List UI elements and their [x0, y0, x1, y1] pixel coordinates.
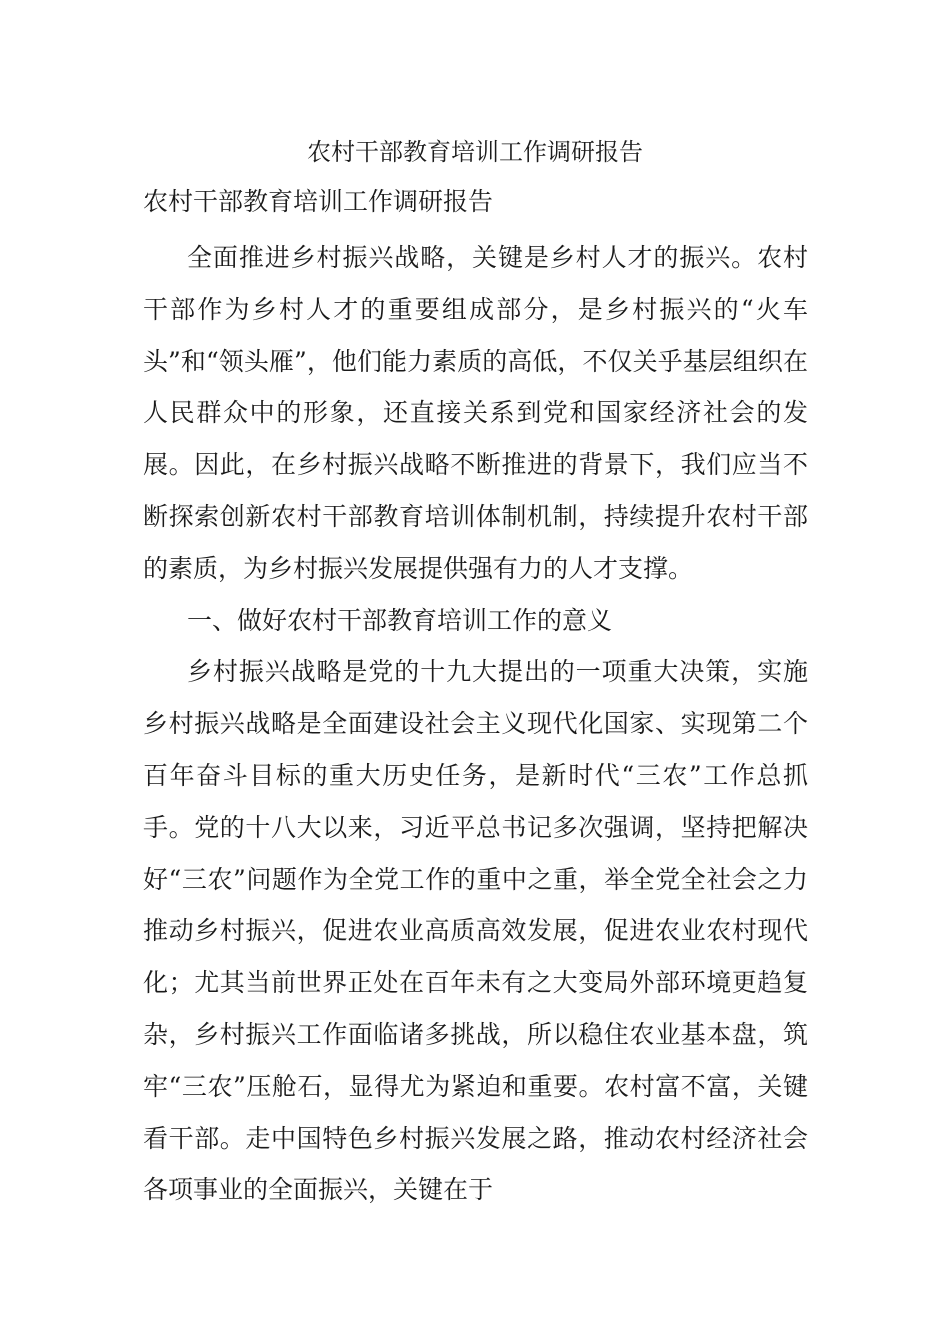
section-heading-1: 一、做好农村干部教育培训工作的意义: [187, 605, 613, 635]
document-body: [143, 232, 808, 1216]
section-1-paragraph: 乡村振兴战略是党的十九大提出的一项重大决策，实施乡村振兴战略是全面建设社会主义现代化国家、实现第二个百年奋斗目标的重大历史任务，是新时代“三农”工作总抓手。党的十八大以来，习近平总书记多次强调，坚持把解决好“三农”问题作为全党工作的重中之重，举全党全社会之力推动乡村振兴，促进农业高质高效发展，促进农业农村现代化；尤其当前世界正处在百年未有之大变局外部环境更趋复杂，乡村振兴工作面临诸多挑战，所以稳住农业基本盘，筑牢“三农”压舱石，显得尤为紧迫和重要。农村富不富，关键看干部。走中国特色乡村振兴发展之路，推动农村经济社会各项事业的全面振兴，关键在于: [143, 657, 808, 1205]
intro-paragraph: 全面推进乡村振兴战略，关键是乡村人才的振兴。农村干部作为乡村人才的重要组成部分，是乡村振兴的“火车头”和“领头雁”，他们能力素质的高低，不仅关乎基层组织在人民群众中的形象，还直接关系到党和国家经济社会的发展。因此，在乡村振兴战略不断推进的背景下，我们应当不断探索创新农村干部教育培训体制机制，持续提升农村干部的素质，为乡村振兴发展提供强有力的人才支撑。: [143, 243, 808, 583]
document-title: 农村干部教育培训工作调研报告: [307, 138, 643, 166]
document-subtitle: 农村干部教育培训工作调研报告: [143, 187, 494, 216]
